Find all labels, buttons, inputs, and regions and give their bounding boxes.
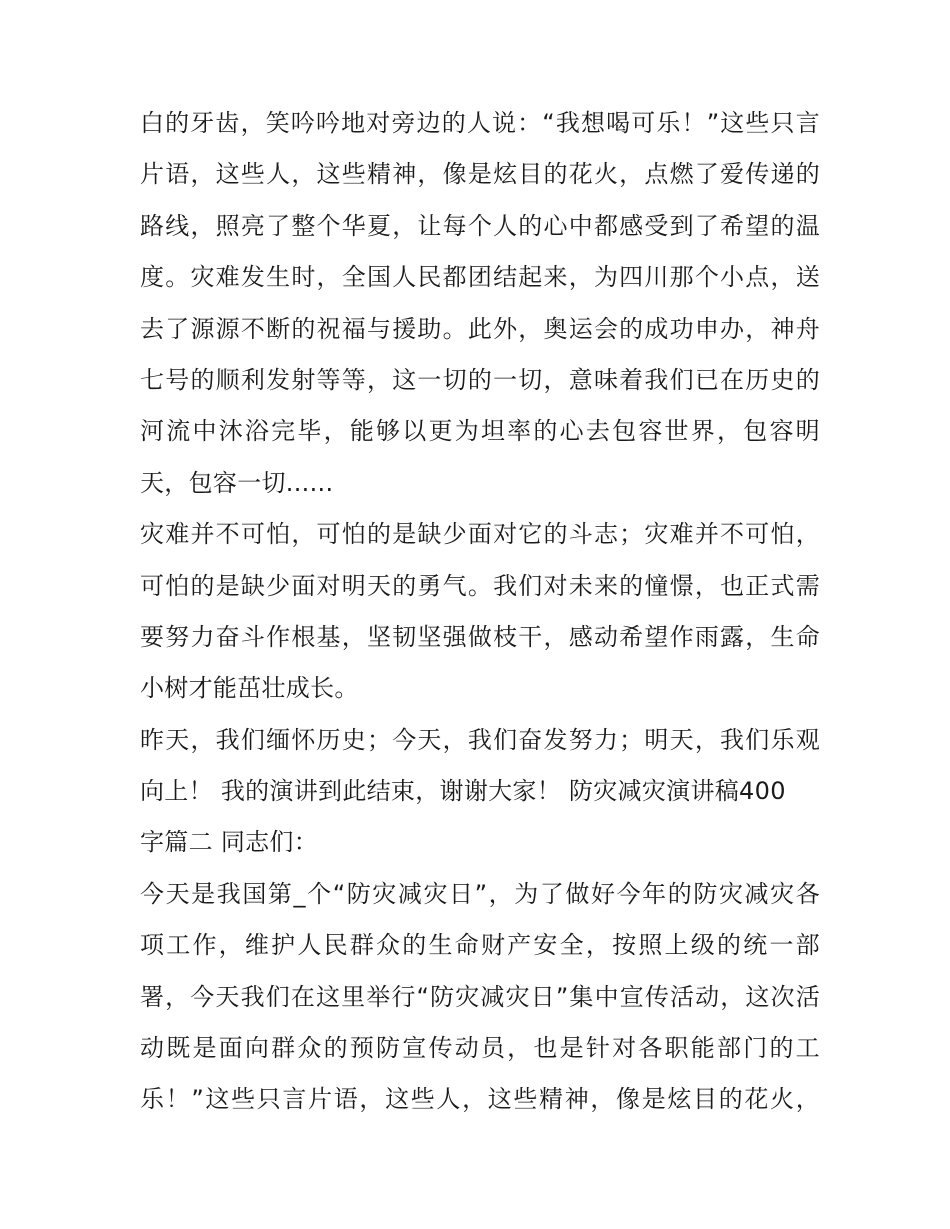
text-line-18: 署，今天我们在这里举行“防灾减灾日”集中宣传活动，这次活 [140,982,820,1011]
text-line-13: 昨天，我们缅怀历史；今天，我们奋发努力；明天，我们乐观 [140,725,820,754]
text-line-16: 今天是我国第_个“防灾减灾日”，为了做好今年的防灾减灾各 [140,879,820,908]
text-line-10: 可怕的是缺少面对明天的勇气。我们对未来的憧憬，也正式需 [140,571,820,600]
text-line-11: 要努力奋斗作根基，坚韧坚强做枝干，感动希望作雨露，生命 [140,622,820,651]
text-line-2: 片语，这些人，这些精神，像是炫目的花火，点燃了爱传递的 [140,160,820,189]
text-line-14: 向上！ 我的演讲到此结束，谢谢大家！ 防灾减灾演讲稿400 [140,777,786,806]
text-line-17: 项工作，维护人民群众的生命财产安全，按照上级的统一部 [140,931,820,960]
text-line-19: 动既是面向群众的预防宣传动员，也是针对各职能部门的工 [140,1034,820,1063]
text-line-9: 灾难并不可怕，可怕的是缺少面对它的斗志；灾难并不可怕， [140,520,820,549]
text-line-5: 去了源源不断的祝福与援助。此外，奥运会的成功申办，神舟 [140,314,820,343]
text-line-3: 路线，照亮了整个华夏，让每个人的心中都感受到了希望的温 [140,211,820,240]
text-line-8: 天，包容一切...... [140,468,334,497]
text-line-4: 度。灾难发生时，全国人民都团结起来，为四川那个小点，送 [140,263,820,292]
text-line-15: 字篇二 同志们： [140,828,319,857]
text-line-6: 七号的顺利发射等等，这一切的一切，意味着我们已在历史的 [140,365,820,394]
body-text [140,98,820,1126]
text-line-20: 乐！”这些只言片语，这些人，这些精神，像是炫目的花火， [140,1085,820,1114]
text-line-12: 小树才能茁壮成长。 [140,674,359,703]
text-line-1: 白的牙齿，笑吟吟地对旁边的人说：“我想喝可乐！”这些只言 [140,109,820,137]
text-line-7: 河流中沐浴完毕，能够以更为坦率的心去包容世界，包容明 [140,417,820,446]
